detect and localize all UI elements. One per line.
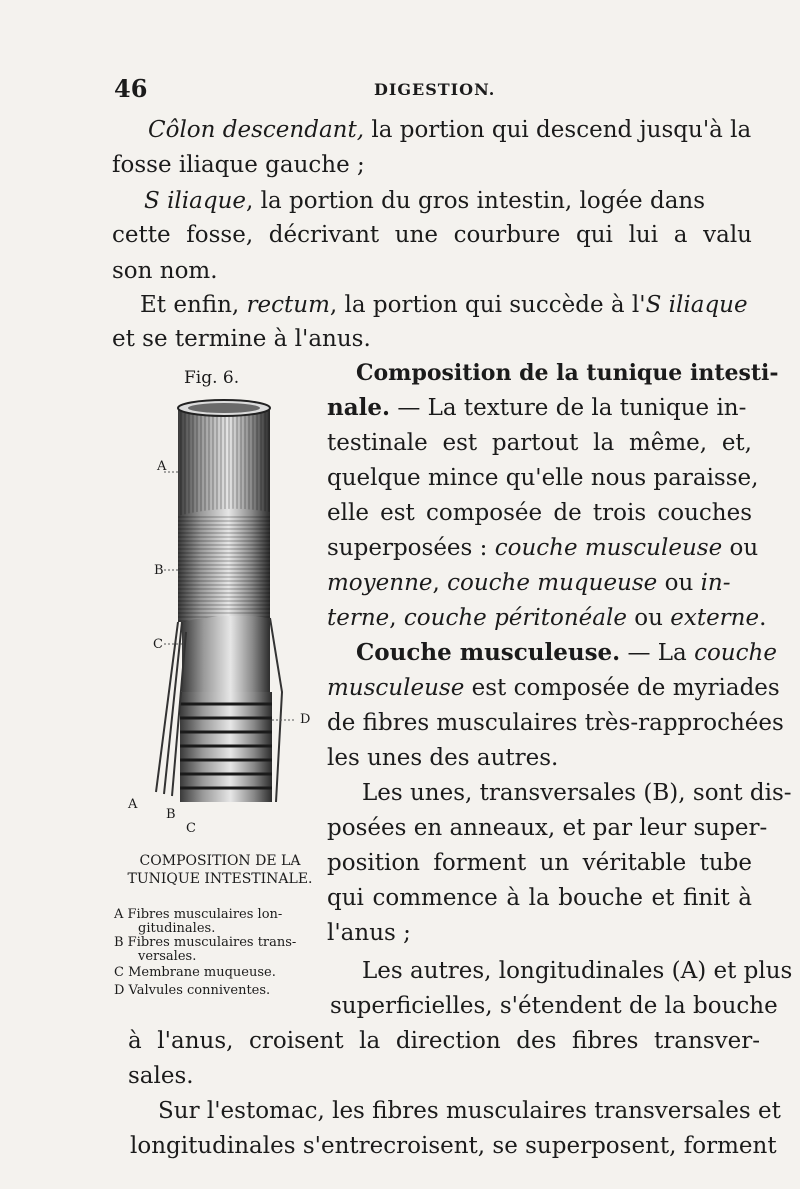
section-heading: Composition de la tunique intesti- — [356, 360, 779, 386]
text-line: de fibres musculaires très-rapprochées — [327, 710, 784, 736]
text-line: les unes des autres. — [327, 745, 559, 771]
text-line: moyenne, couche muqueuse ou in- — [327, 570, 731, 596]
figure-title: Fig. 6. — [184, 368, 240, 388]
text-line: qui commence à la bouche et finit à — [327, 885, 752, 911]
term-colon-descendant: Côlon descendant, — [148, 117, 365, 143]
text-line: testinale est partout la même, et, — [327, 430, 752, 456]
layer-d — [180, 692, 272, 802]
text-line: son nom. — [112, 258, 218, 284]
figure-label-c: C — [153, 637, 163, 652]
text-line: sales. — [128, 1063, 194, 1089]
text-line: superposées : couche musculeuse ou — [327, 535, 759, 561]
text-line: terne, couche péritonéale ou externe. — [327, 605, 767, 631]
section-heading: Couche musculeuse. — La couche — [356, 639, 777, 666]
text-line: longitudinales s'entrecroisent, se superposent, forment — [130, 1133, 777, 1159]
figure-label-a-bottom: A — [128, 797, 138, 812]
text-line: et se termine à l'anus. — [112, 326, 371, 352]
text-line: Côlon descendant, la portion qui descend jusqu'à la — [148, 117, 752, 143]
term-s-iliaque-2: S iliaque — [645, 292, 748, 318]
text-line: cette fosse, décrivant une courbure qui lui a valu — [112, 222, 752, 248]
text-line: Et enfin, rectum, la portion qui succède à l'S iliaque — [140, 292, 748, 318]
intestine-illustration — [120, 392, 325, 832]
page-header — [114, 74, 760, 104]
figure-label-b: B — [154, 563, 164, 578]
figure-label-b-bottom: B — [166, 807, 176, 822]
running-title: DIGESTION. — [374, 80, 496, 99]
text-line: position forment un véritable tube — [327, 850, 752, 876]
legend-d: D Valvules conniventes. — [114, 983, 271, 998]
text-line: quelque mince qu'elle nous paraisse, — [327, 465, 759, 491]
text-line: elle est composée de trois couches — [327, 500, 752, 526]
text-line: nale. — La texture de la tunique in- — [327, 394, 747, 421]
legend-a-cont: gitudinales. — [138, 921, 216, 936]
figure-label-d: D — [300, 712, 311, 727]
text-line: Sur l'estomac, les fibres musculaires transversales et — [158, 1098, 781, 1124]
text-line: posées en anneaux, et par leur super- — [327, 815, 768, 841]
page-number: 46 — [114, 74, 148, 103]
text-line: l'anus ; — [327, 920, 411, 946]
text-line: Les unes, transversales (B), sont dis- — [362, 780, 792, 806]
text-line: à l'anus, croisent la direction des fibres transver- — [128, 1028, 760, 1054]
text-line: fosse iliaque gauche ; — [112, 152, 365, 178]
legend-c: C Membrane muqueuse. — [114, 965, 276, 980]
figure-label-a: A — [157, 459, 167, 474]
legend-a: A Fibres musculaires lon- — [114, 907, 283, 922]
legend-b: B Fibres musculaires trans- — [114, 935, 297, 950]
figure-label-c-bottom: C — [186, 821, 196, 836]
legend-b-cont: versales. — [138, 949, 197, 964]
text-line: S iliaque, la portion du gros intestin, logée dans — [144, 188, 706, 214]
term-rectum: rectum — [246, 292, 330, 318]
term-s-iliaque: S iliaque — [144, 188, 246, 214]
text-line: superficielles, s'étendent de la bouche — [330, 993, 778, 1019]
text-line: Les autres, longitudinales (A) et plus — [362, 958, 793, 984]
layer-c — [182, 616, 270, 692]
text-line: musculeuse est composée de myriades — [327, 675, 780, 701]
figure-caption: COMPOSITION DE LA TUNIQUE INTESTINALE. — [127, 853, 313, 887]
